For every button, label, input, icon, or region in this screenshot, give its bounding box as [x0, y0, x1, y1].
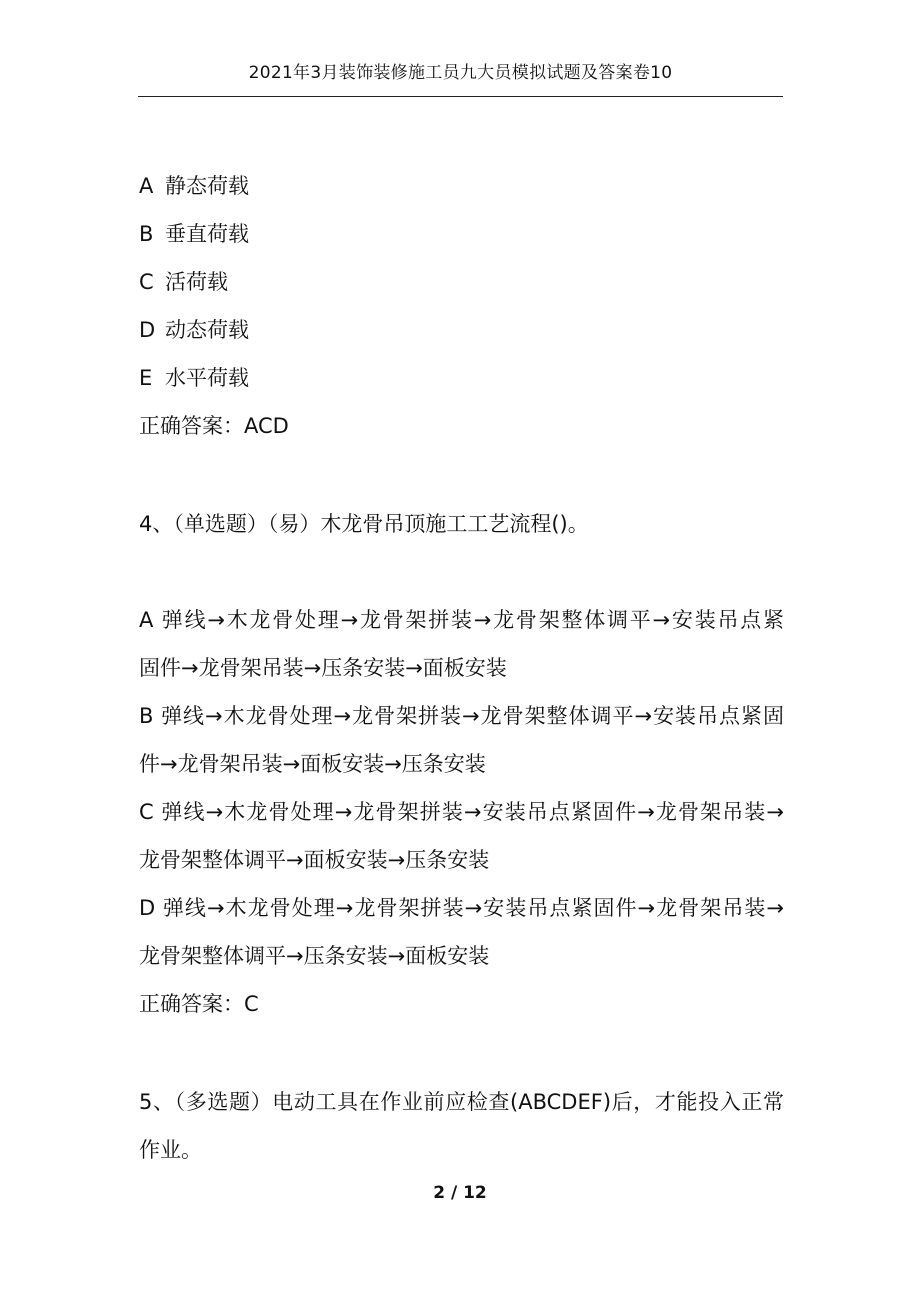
option-text: 水平荷载	[165, 366, 249, 390]
q4-answer: 正确答案：C	[139, 992, 259, 1016]
option-letter: B	[139, 222, 154, 246]
q5-stem-line1: 5、（多选题）电动工具在作业前应检查(ABCDEF)后，才能投入正常	[139, 1090, 784, 1114]
option-letter: C	[139, 270, 154, 294]
q4-option-c-line2: 龙骨架整体调平→面板安装→压条安装	[139, 848, 490, 872]
q4-stem: 4、（单选题）（易）木龙骨吊顶施工工艺流程()。	[139, 512, 589, 536]
option-text: 动态荷载	[165, 318, 249, 342]
page-number: 2 / 12	[433, 1183, 487, 1203]
option-text: 垂直荷载	[165, 222, 249, 246]
option-letter: E	[139, 366, 153, 390]
q4-option-a-line1: A 弹线→木龙骨处理→龙骨架拼装→龙骨架整体调平→安装吊点紧	[139, 608, 784, 632]
q4-option-b-line2: 件→龙骨架吊装→面板安装→压条安装	[139, 752, 486, 776]
option-letter: A	[139, 174, 154, 198]
q3-option-d	[139, 316, 249, 344]
q3-option-e	[139, 364, 249, 392]
header-divider	[138, 96, 783, 97]
q4-option-b-line1: B 弹线→木龙骨处理→龙骨架拼装→龙骨架整体调平→安装吊点紧固	[139, 704, 784, 728]
q3-option-b	[139, 220, 249, 248]
q4-option-a-line2: 固件→龙骨架吊装→压条安装→面板安装	[139, 656, 507, 680]
q4-option-d-line1: D 弹线→木龙骨处理→龙骨架拼装→安装吊点紧固件→龙骨架吊装→	[139, 896, 784, 920]
q3-option-c	[139, 268, 228, 296]
q4-option-c-line1: C 弹线→木龙骨处理→龙骨架拼装→安装吊点紧固件→龙骨架吊装→	[139, 800, 784, 824]
page-header-title: 2021年3月装饰装修施工员九大员模拟试题及答案卷10	[248, 63, 673, 83]
option-text: 活荷载	[165, 270, 228, 294]
q5-stem-line2: 作业。	[139, 1138, 202, 1162]
q3-answer: 正确答案：ACD	[139, 414, 289, 438]
option-text: 静态荷载	[165, 174, 249, 198]
option-letter: D	[139, 318, 156, 342]
q3-option-a	[139, 172, 249, 200]
q4-option-d-line2: 龙骨架整体调平→压条安装→面板安装	[139, 944, 490, 968]
